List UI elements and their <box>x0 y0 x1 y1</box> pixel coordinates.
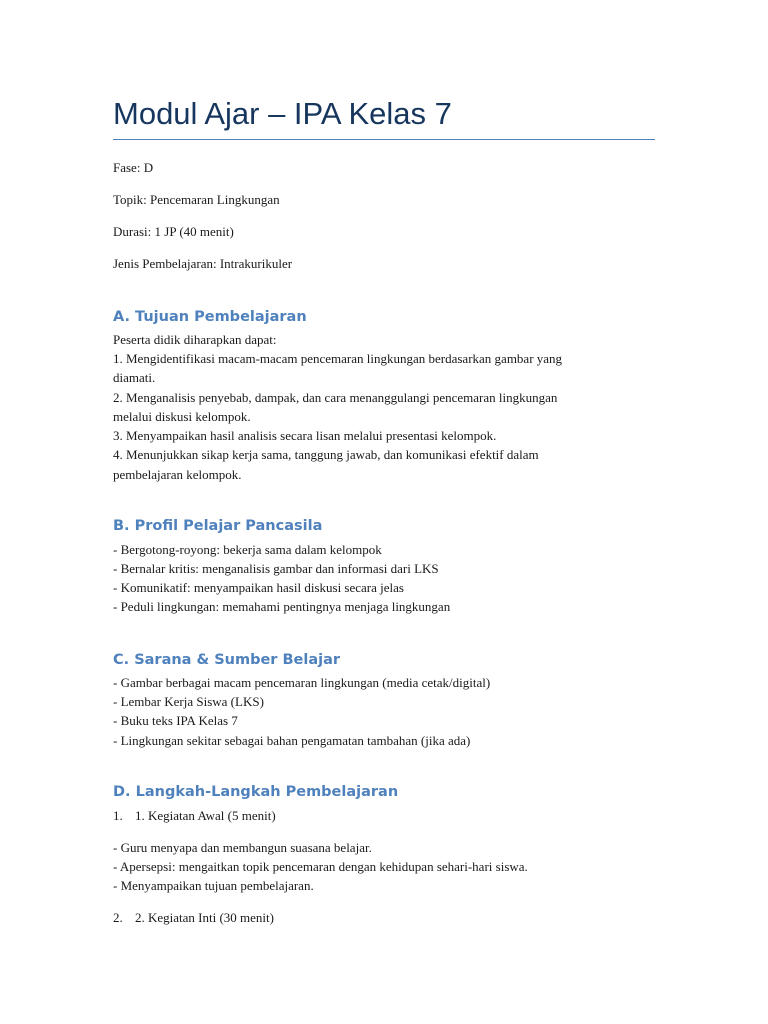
meta-phase: Fase: D <box>113 160 154 175</box>
section-heading-objectives: A. Tujuan Pembelajaran <box>113 309 307 325</box>
title-divider <box>113 139 655 140</box>
opening-activity-line: - Guru menyapa dan membangun suasana belajar. <box>113 840 372 855</box>
objectives-line: 3. Menyampaikan hasil analisis secara lisan melalui presentasi kelompok. <box>113 428 497 443</box>
resources-item: - Lembar Kerja Siswa (LKS) <box>113 694 264 709</box>
step-label: 1. Kegiatan Awal (5 menit) <box>135 808 276 823</box>
step-label: 2. Kegiatan Inti (30 menit) <box>135 910 274 925</box>
objectives-line: 1. Mengidentifikasi macam-macam pencemaran lingkungan berdasarkan gambar yang <box>113 351 563 366</box>
pancasila-profile-item: - Bergotong-royong: bekerja sama dalam kelompok <box>113 542 382 557</box>
pancasila-profile-item: - Peduli lingkungan: memahami pentingnya menjaga lingkungan <box>113 599 451 614</box>
meta-topic: Topik: Pencemaran Lingkungan <box>113 192 280 207</box>
meta-duration: Durasi: 1 JP (40 menit) <box>113 224 234 239</box>
section-heading-pancasila-profile: B. Profil Pelajar Pancasila <box>113 518 323 534</box>
document-title: Modul Ajar – IPA Kelas 7 <box>113 96 452 131</box>
objectives-line: diamati. <box>113 370 156 385</box>
resources-item: - Buku teks IPA Kelas 7 <box>113 713 238 728</box>
pancasila-profile-item: - Bernalar kritis: menganalisis gambar dan informasi dari LKS <box>113 561 439 576</box>
section-heading-learning-steps: D. Langkah-Langkah Pembelajaran <box>113 784 399 800</box>
objectives-line: pembelajaran kelompok. <box>113 467 242 482</box>
resources-item: - Gambar berbagai macam pencemaran lingkungan (media cetak/digital) <box>113 675 491 690</box>
meta-learning-type: Jenis Pembelajaran: Intrakurikuler <box>113 256 293 271</box>
opening-activity-line: - Menyampaikan tujuan pembelajaran. <box>113 878 314 893</box>
opening-activity-line: - Apersepsi: mengaitkan topik pencemaran dengan kehidupan sehari-hari siswa. <box>113 859 528 874</box>
objectives-line: 4. Menunjukkan sikap kerja sama, tanggung jawab, dan komunikasi efektif dalam <box>113 447 539 462</box>
section-heading-resources: C. Sarana & Sumber Belajar <box>113 652 341 668</box>
objectives-line: Peserta didik diharapkan dapat: <box>113 332 277 347</box>
objectives-line: 2. Menganalisis penyebab, dampak, dan cara menanggulangi pencemaran lingkungan <box>113 390 558 405</box>
step-number: 1. <box>113 808 123 823</box>
step-number: 2. <box>113 910 123 925</box>
pancasila-profile-item: - Komunikatif: menyampaikan hasil diskusi secara jelas <box>113 580 404 595</box>
objectives-line: melalui diskusi kelompok. <box>113 409 251 424</box>
learning-step-opening <box>113 806 276 825</box>
resources-item: - Lingkungan sekitar sebagai bahan pengamatan tambahan (jika ada) <box>113 733 471 748</box>
learning-step-core <box>113 908 274 927</box>
